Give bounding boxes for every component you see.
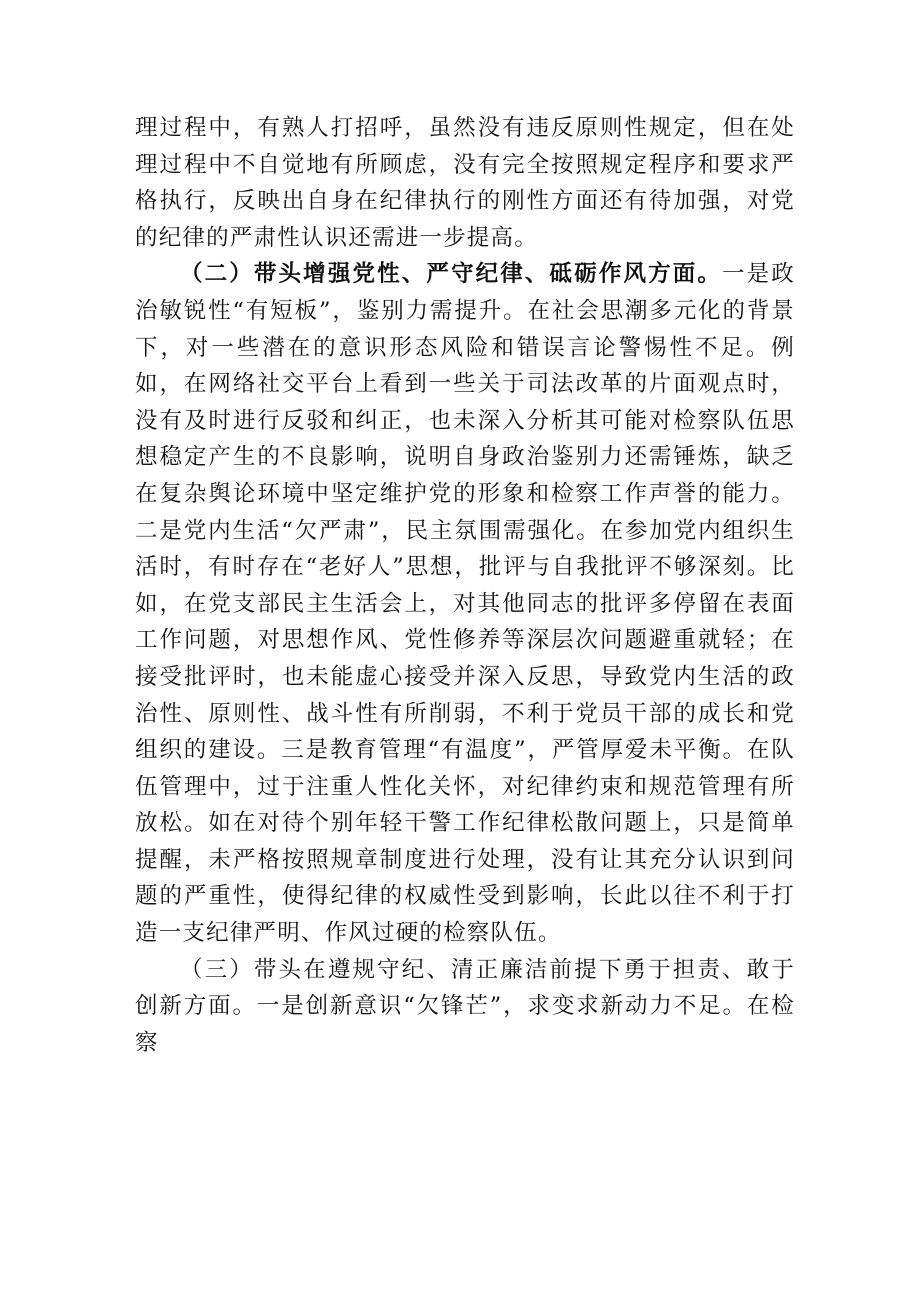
paragraph-2 xyxy=(135,256,795,951)
paragraph-1-text: 理过程中，有熟人打招呼，虽然没有违反原则性规定，但在处理过程中不自觉地有所顾虑，没有完全按照规定程序和要求严格执行，反映出自身在纪律执行的刚性方面还有待加强，对党的纪律的严肃性认识还需进一步提高。 xyxy=(135,115,795,251)
paragraph-3-text: （三）带头在遵规守纪、清正廉洁前提下勇于担责、敢于创新方面。一是创新意识“欠锋芒”，求变求新动力不足。在检察 xyxy=(135,956,795,1056)
paragraph-1 xyxy=(135,110,795,256)
paragraph-2-text: 一是政治敏锐性“有短板”，鉴别力需提升。在社会思潮多元化的背景下，对一些潜在的意识形态风险和错误言论警惕性不足。例如，在网络社交平台上看到一些关于司法改革的片面观点时，没有及时进行反驳和纠正，也未深入分析其可能对检察队伍思想稳定产生的不良影响，说明自身政治鉴别力还需锤炼，缺乏在复杂舆论环境中坚定维护党的形象和检察工作声誉的能力。二是党内生活“欠严肃”，民主氛围需强化。在参加党内组织生活时，有时存在“老好人”思想，批评与自我批评不够深刻。比如，在党支部民主生活会上，对其他同志的批评多停留在表面工作问题，对思想作风、党性修养等深层次问题避重就轻；在接受批评时，也未能虚心接受并深入反思，导致党内生活的政治性、原则性、战斗性有所削弱，不利于党员干部的成长和党组织的建设。三是教育管理“有温度”，严管厚爱未平衡。在队伍管理中，过于注重人性化关怀，对纪律约束和规范管理有所放松。如在对待个别年轻干警工作纪律松散问题上，只是简单提醒，未严格按照规章制度进行处理，没有让其充分认识到问题的严重性，使得纪律的权威性受到影响，长此以往不利于打造一支纪律严明、作风过硬的检察队伍。 xyxy=(135,261,795,947)
document-body xyxy=(135,110,795,1061)
section-2-heading: （二）带头增强党性、严守纪律、砥砺作风方面。 xyxy=(180,261,723,288)
paragraph-3 xyxy=(135,952,795,1062)
